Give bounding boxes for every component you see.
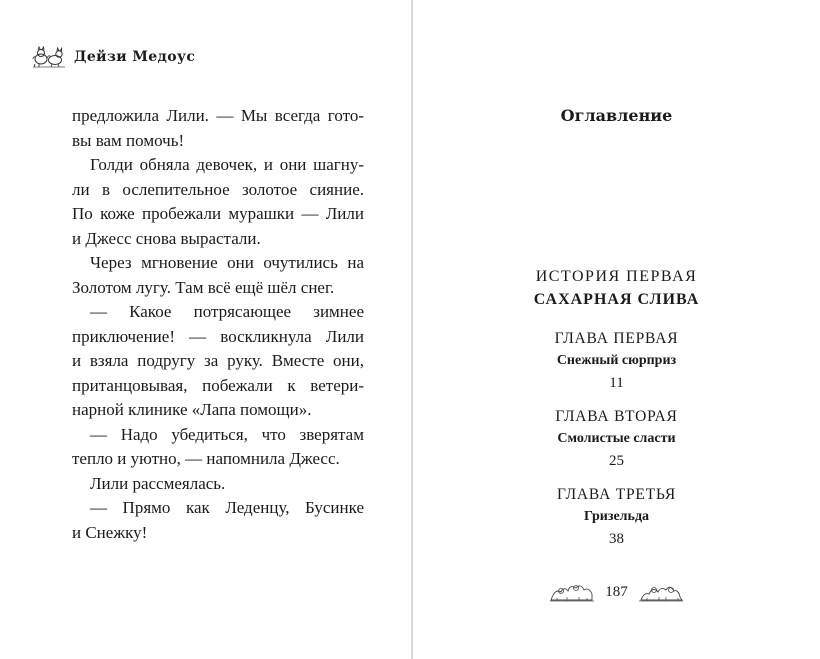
chapter-title: Гризельда xyxy=(583,509,650,524)
chapter-label: ГЛАВА ПЕРВАЯ xyxy=(554,330,679,347)
text-line: ли в ослепительное золотое сияние. xyxy=(72,179,364,199)
animals-vignette-icon xyxy=(638,582,684,602)
chapter-page: 11 xyxy=(609,375,624,391)
body-text xyxy=(72,104,364,545)
text-line: и Джесс снова вырастали. xyxy=(72,228,261,248)
page-number: 187 xyxy=(605,583,628,600)
chapter-title: Снежный сюрприз xyxy=(556,353,677,368)
text-line: предложила Лили. — Мы всегда гото- xyxy=(72,106,364,125)
text-line: вы вам помочь! xyxy=(72,130,185,150)
text-line: Золотом лугу. Там всё ещё шёл снег. xyxy=(72,277,335,297)
text-line: По коже пробежали мурашки — Лили xyxy=(72,204,364,223)
right-page xyxy=(413,0,820,659)
text-line: приключение! — воскликнула Лили xyxy=(72,326,364,346)
text-line: нарной клинике «Лапа помощи». xyxy=(72,400,312,419)
running-head-author: Дейзи Медоус xyxy=(74,49,196,65)
page-folio xyxy=(413,580,820,604)
animals-vignette-icon xyxy=(549,582,595,602)
story-title: САХАРНАЯ СЛИВА xyxy=(533,291,700,308)
animals-vignette-icon xyxy=(32,46,66,68)
text-line: — Какое потрясающее зимнее xyxy=(90,302,364,321)
table-of-contents xyxy=(413,266,820,562)
text-line: — Прямо как Леденцу, Бусинке xyxy=(90,498,364,517)
chapter-label: ГЛАВА ТРЕТЬЯ xyxy=(557,486,676,503)
chapter-page: 38 xyxy=(609,531,624,547)
text-line: и Снежку! xyxy=(72,522,148,542)
text-line: Через мгновение они очутились на xyxy=(90,253,364,272)
chapter-page: 25 xyxy=(609,453,624,469)
toc-entry xyxy=(413,328,820,394)
text-line: Голди обняла девочек, и они шагну- xyxy=(90,155,364,174)
text-line: Лили рассмеялась. xyxy=(90,473,226,493)
toc-entry xyxy=(413,406,820,472)
chapter-title: Смолистые сласти xyxy=(557,431,676,446)
story-label: ИСТОРИЯ ПЕРВАЯ xyxy=(535,268,698,285)
running-head xyxy=(32,44,195,70)
text-line: — Надо убедиться, что зверятам xyxy=(90,424,364,444)
text-line: тепло и уютно, — напомнила Джесс. xyxy=(72,449,340,468)
chapter-label: ГЛАВА ВТОРАЯ xyxy=(555,408,678,425)
text-line: и взяла подругу за руку. Вместе они, xyxy=(72,351,364,370)
toc-entry xyxy=(413,484,820,550)
text-line: пританцовывая, побежали к ветери- xyxy=(72,375,364,395)
toc-title: Оглавление xyxy=(560,106,673,125)
